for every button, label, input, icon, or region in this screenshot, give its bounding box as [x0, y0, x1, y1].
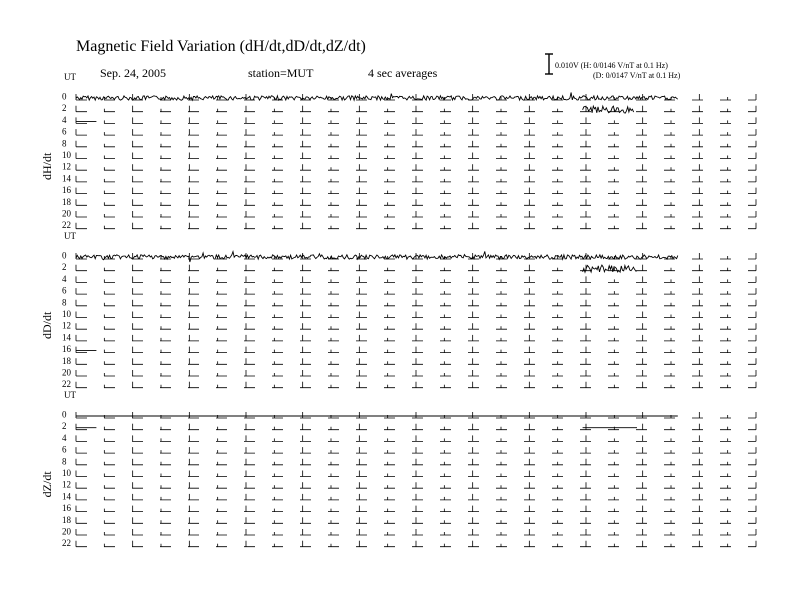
row-hour-label: 4 [62, 432, 67, 443]
row-4 [62, 433, 756, 443]
row-hour-label: 18 [62, 514, 71, 525]
row-12 [62, 162, 756, 172]
row-14 [62, 173, 756, 183]
row-2 [62, 421, 756, 431]
date-label: Sep. 24, 2005 [100, 66, 166, 80]
row-hour-label: 20 [62, 208, 71, 219]
ut-label: UT [64, 390, 76, 400]
row-hour-label: 20 [62, 526, 71, 537]
row-hour-label: 22 [62, 538, 71, 549]
row-hour-label: 22 [62, 379, 71, 390]
row-20 [62, 527, 756, 537]
row-hour-label: 2 [62, 103, 67, 114]
row-hour-label: 12 [62, 161, 71, 172]
row-hour-label: 4 [62, 114, 67, 125]
panel-dd-dt [40, 231, 756, 389]
row-hour-label: 12 [62, 479, 71, 490]
row-hour-label: 16 [62, 503, 71, 514]
row-hour-label: 0 [62, 250, 67, 261]
row-hour-label: 0 [62, 409, 67, 420]
trace-line-0 [76, 251, 678, 262]
row-18 [62, 515, 756, 525]
row-hour-label: 16 [62, 185, 71, 196]
panel-label: dZ/dt [40, 471, 54, 498]
ut-label: UT [64, 72, 76, 82]
chart-panels [40, 72, 756, 548]
row-hour-label: 2 [62, 421, 67, 432]
panel-label: dD/dt [40, 311, 54, 340]
row-hour-label: 10 [62, 468, 71, 478]
scale-bar [545, 54, 553, 74]
row-8 [62, 297, 756, 307]
row-0 [62, 251, 756, 261]
row-12 [62, 321, 756, 331]
row-16 [62, 344, 756, 354]
row-hour-label: 6 [62, 444, 67, 455]
row-12 [62, 480, 756, 490]
averaging-label: 4 sec averages [368, 66, 438, 80]
row-hour-label: 4 [62, 273, 67, 284]
row-hour-label: 10 [62, 309, 71, 319]
scale-label-h: 0.010V (H: 0/0146 V/nT at 0.1 Hz) [555, 61, 668, 70]
trace-line-0 [76, 93, 678, 101]
row-0 [62, 410, 756, 420]
panel-dh-dt [40, 72, 756, 230]
row-2 [62, 103, 756, 113]
row-16 [62, 185, 756, 195]
ut-label: UT [64, 231, 76, 241]
row-6 [62, 286, 756, 296]
row-hour-label: 18 [62, 196, 71, 207]
row-22 [62, 379, 756, 389]
row-hour-label: 20 [62, 367, 71, 378]
row-hour-label: 12 [62, 320, 71, 331]
row-4 [62, 274, 756, 284]
row-hour-label: 8 [62, 456, 67, 467]
station-label: station=MUT [248, 66, 314, 80]
chart-title: Magnetic Field Variation (dH/dt,dD/dt,dZ/dt) [76, 38, 366, 55]
row-10 [62, 150, 756, 160]
row-hour-label: 10 [62, 150, 71, 160]
row-hour-label: 18 [62, 355, 71, 366]
row-10 [62, 468, 756, 478]
trace-line-1 [583, 265, 637, 272]
row-18 [62, 356, 756, 366]
panel-dz-dt [40, 390, 756, 548]
row-hour-label: 8 [62, 138, 67, 149]
row-hour-label: 14 [62, 173, 71, 184]
row-14 [62, 491, 756, 501]
row-hour-label: 6 [62, 126, 67, 137]
row-10 [62, 309, 756, 319]
row-hour-label: 14 [62, 491, 71, 502]
row-hour-label: 22 [62, 220, 71, 231]
row-20 [62, 209, 756, 219]
row-6 [62, 127, 756, 137]
row-14 [62, 332, 756, 342]
row-hour-label: 8 [62, 297, 67, 308]
row-2 [62, 262, 756, 272]
scale-label-d: (D: 0/0147 V/nT at 0.1 Hz) [593, 71, 681, 80]
row-hour-label: 16 [62, 344, 71, 355]
panel-label: dH/dt [40, 152, 54, 181]
row-hour-label: 14 [62, 332, 71, 343]
row-hour-label: 6 [62, 285, 67, 296]
row-hour-label: 2 [62, 262, 67, 273]
row-20 [62, 368, 756, 378]
row-8 [62, 456, 756, 466]
row-22 [62, 220, 756, 230]
row-18 [62, 197, 756, 207]
row-hour-label: 0 [62, 91, 67, 102]
row-16 [62, 503, 756, 513]
row-8 [62, 138, 756, 148]
row-6 [62, 445, 756, 455]
row-22 [62, 538, 756, 548]
row-4 [62, 115, 756, 125]
